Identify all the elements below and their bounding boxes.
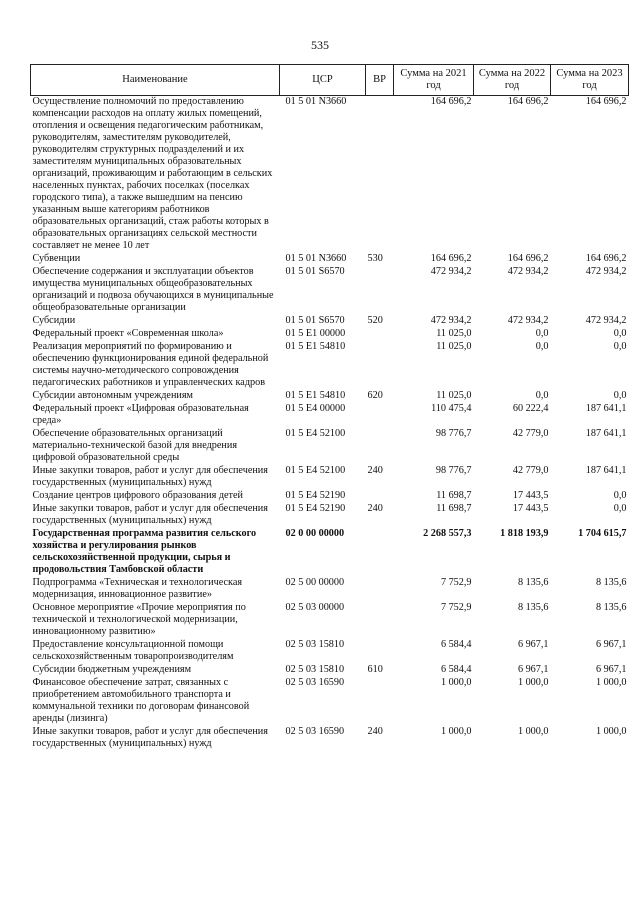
cell-csr: 01 5 E4 00000 [285, 403, 346, 414]
cell-vr [366, 490, 394, 503]
cell-csr: 02 5 03 15810 [285, 639, 345, 650]
cell-sum-2023: 164 696,2 [585, 253, 627, 264]
cell-csr: 01 5 01 N3660 [285, 253, 347, 264]
cell-name: Финансовое обеспечение затрат, связанных с приобретением автомобильного транспорта и коммунальной техники по договорам финансовой аренды (лизинга) [32, 677, 250, 724]
cell-name: Иные закупки товаров, работ и услуг для обеспечения государственных (муниципальных) нужд [32, 726, 268, 749]
cell-sum-2021: 2 268 557,3 [423, 528, 472, 539]
cell-vr [366, 428, 394, 465]
cell-sum-2023: 8 135,6 [595, 602, 627, 613]
cell-vr [366, 403, 394, 428]
cell-sum-2021: 6 584,4 [440, 639, 472, 650]
cell-sum-2022: 42 779,0 [512, 465, 549, 476]
cell-vr: 520 [367, 315, 383, 326]
cell-sum-2021: 110 475,4 [431, 403, 472, 414]
cell-vr [366, 602, 394, 639]
cell-sum-2023: 0,0 [613, 490, 627, 501]
cell-name: Предоставление консультационной помощи сельскохозяйственным товаропроизводителям [32, 639, 234, 662]
cell-vr: 530 [367, 253, 383, 264]
cell-sum-2022: 164 696,2 [507, 96, 549, 107]
cell-sum-2023: 472 934,2 [585, 315, 627, 326]
table-row [31, 503, 629, 528]
cell-sum-2022: 0,0 [535, 341, 549, 352]
page-number: 535 [311, 38, 329, 52]
table-row [31, 266, 629, 315]
cell-sum-2021: 7 752,9 [440, 602, 472, 613]
cell-name: Осуществление полномочий по предоставлению компенсации расходов на оплату жилых помещений, отопления и освещения педагогическим работникам, руководителям, заместителям руководителей, руководителям структурных подразделений и их заместителям муниципальных образовательных организаций, проживающим и работающим в сельских населенных пунктах, рабочих поселках (поселках городского типа), а также вышедшим на пенсию указанным выше категориям работников образовательных организаций, стаж работы которых в образовательных организациях сельской местности составляет не менее 10 лет [32, 96, 273, 251]
cell-sum-2023: 0,0 [613, 390, 627, 401]
cell-vr [366, 341, 394, 390]
cell-sum-2022: 8 135,6 [517, 577, 549, 588]
cell-sum-2022: 6 967,1 [517, 664, 549, 675]
cell-csr: 01 5 E4 52190 [285, 503, 346, 514]
cell-sum-2021: 7 752,9 [440, 577, 472, 588]
cell-sum-2022: 0,0 [535, 390, 549, 401]
cell-csr: 01 5 E4 52100 [285, 428, 346, 439]
table-row [31, 528, 629, 577]
cell-vr: 240 [367, 465, 383, 476]
cell-name: Субвенции [32, 253, 81, 264]
cell-sum-2021: 472 934,2 [430, 315, 472, 326]
cell-name: Реализация мероприятий по формированию и обеспечению функционирования единой федеральной системы научно-методического сопровождения педагогических работников и управленческих кадров [32, 341, 269, 388]
table-row [31, 328, 629, 341]
cell-sum-2021: 472 934,2 [430, 266, 472, 277]
header-name: Наименование [31, 65, 280, 96]
table-row [31, 664, 629, 677]
table-row [31, 390, 629, 403]
cell-name: Обеспечение содержания и эксплуатации объектов имущества муниципальных общеобразовательных организаций и подвоза обучающихся в муниципальные общеобразовательные организации [32, 266, 274, 313]
cell-sum-2021: 11 025,0 [436, 328, 472, 339]
cell-vr [366, 577, 394, 602]
cell-csr: 01 5 E1 54810 [285, 341, 346, 352]
table-row [31, 726, 629, 751]
cell-name: Федеральный проект «Современная школа» [32, 328, 224, 339]
cell-csr: 02 5 03 16590 [285, 726, 345, 737]
table-row [31, 639, 629, 664]
cell-sum-2022: 1 000,0 [517, 726, 549, 737]
table-row [31, 428, 629, 465]
cell-vr [366, 677, 394, 726]
table-row [31, 253, 629, 266]
cell-csr: 01 5 01 S6570 [285, 315, 345, 326]
cell-sum-2021: 11 025,0 [436, 341, 472, 352]
cell-sum-2023: 6 967,1 [595, 664, 627, 675]
cell-name: Подпрограмма «Техническая и технологическая модернизация, инновационное развитие» [32, 577, 243, 600]
cell-name: Создание центров цифрового образования детей [32, 490, 243, 501]
cell-sum-2023: 1 000,0 [595, 677, 627, 688]
cell-sum-2023: 6 967,1 [595, 639, 627, 650]
cell-vr: 610 [367, 664, 383, 675]
cell-csr: 01 5 E1 54810 [285, 390, 346, 401]
cell-sum-2022: 1 818 193,9 [500, 528, 549, 539]
cell-sum-2023: 0,0 [613, 328, 627, 339]
cell-sum-2022: 42 779,0 [512, 428, 549, 439]
table-row [31, 577, 629, 602]
cell-vr: 240 [367, 503, 383, 514]
header-vr: ВР [366, 65, 394, 96]
cell-sum-2021: 11 025,0 [436, 390, 472, 401]
cell-csr: 01 5 01 S6570 [285, 266, 345, 277]
cell-csr: 02 0 00 00000 [285, 528, 345, 539]
table-body [31, 96, 629, 752]
cell-csr: 02 5 00 00000 [285, 577, 345, 588]
cell-sum-2022: 17 443,5 [512, 503, 549, 514]
cell-vr [366, 96, 394, 254]
cell-sum-2022: 164 696,2 [507, 253, 549, 264]
cell-sum-2021: 1 000,0 [440, 726, 472, 737]
cell-sum-2021: 1 000,0 [440, 677, 472, 688]
cell-sum-2023: 0,0 [613, 503, 627, 514]
cell-csr: 02 5 03 16590 [285, 677, 345, 688]
cell-name: Субсидии [32, 315, 76, 326]
cell-name: Иные закупки товаров, работ и услуг для обеспечения государственных (муниципальных) нужд [32, 465, 268, 488]
cell-sum-2021: 98 776,7 [435, 428, 472, 439]
table-row [31, 341, 629, 390]
cell-name: Иные закупки товаров, работ и услуг для обеспечения государственных (муниципальных) нужд [32, 503, 268, 526]
cell-sum-2022: 17 443,5 [512, 490, 549, 501]
cell-sum-2023: 164 696,2 [585, 96, 627, 107]
cell-vr: 620 [367, 390, 383, 401]
cell-sum-2021: 6 584,4 [440, 664, 472, 675]
cell-csr: 01 5 E4 52100 [285, 465, 346, 476]
cell-sum-2023: 1 000,0 [595, 726, 627, 737]
cell-sum-2023: 187 641,1 [585, 403, 627, 414]
cell-sum-2022: 6 967,1 [517, 639, 549, 650]
cell-sum-2022: 60 222,4 [512, 403, 549, 414]
cell-sum-2022: 8 135,6 [517, 602, 549, 613]
header-sum-2021: Сумма на 2021 год [394, 65, 474, 96]
cell-sum-2023: 187 641,1 [585, 465, 627, 476]
cell-sum-2021: 98 776,7 [435, 465, 472, 476]
cell-sum-2023: 1 704 615,7 [578, 528, 627, 539]
cell-name: Субсидии автономным учреждениям [32, 390, 193, 401]
cell-vr [366, 328, 394, 341]
table-row [31, 602, 629, 639]
cell-sum-2022: 472 934,2 [507, 315, 549, 326]
header-sum-2023: Сумма на 2023 год [551, 65, 629, 96]
cell-sum-2021: 11 698,7 [436, 490, 472, 501]
cell-csr: 02 5 03 00000 [285, 602, 345, 613]
cell-name: Субсидии бюджетным учреждениям [32, 664, 192, 675]
cell-sum-2023: 8 135,6 [595, 577, 627, 588]
cell-vr [366, 266, 394, 315]
table-row [31, 677, 629, 726]
cell-sum-2021: 164 696,2 [430, 253, 472, 264]
cell-sum-2023: 472 934,2 [585, 266, 627, 277]
cell-sum-2022: 1 000,0 [517, 677, 549, 688]
cell-vr [366, 639, 394, 664]
cell-vr [366, 528, 394, 577]
cell-name: Основное мероприятие «Прочие мероприятия по технической и технологической модернизации, инновационному развитию» [32, 602, 246, 637]
cell-sum-2023: 0,0 [613, 341, 627, 352]
cell-csr: 01 5 E1 00000 [285, 328, 346, 339]
table-row [31, 465, 629, 490]
cell-sum-2021: 164 696,2 [430, 96, 472, 107]
cell-name: Государственная программа развития сельского хозяйства и регулирования рынков сельскохозяйственной продукции, сырья и продовольствия Тамбовской области [32, 528, 257, 575]
cell-csr: 01 5 01 N3660 [285, 96, 347, 107]
cell-csr: 02 5 03 15810 [285, 664, 345, 675]
cell-csr: 01 5 E4 52190 [285, 490, 346, 501]
table-row [31, 315, 629, 328]
header-sum-2022: Сумма на 2022 год [474, 65, 551, 96]
table-row [31, 403, 629, 428]
cell-sum-2022: 0,0 [535, 328, 549, 339]
cell-name: Федеральный проект «Цифровая образовательная среда» [32, 403, 249, 426]
table-header [31, 65, 629, 96]
cell-sum-2021: 11 698,7 [436, 503, 472, 514]
cell-name: Обеспечение образовательных организаций материально-технической базой для внедрения цифровой образовательной среды [32, 428, 238, 463]
cell-sum-2023: 187 641,1 [585, 428, 627, 439]
table-row [31, 490, 629, 503]
cell-sum-2022: 472 934,2 [507, 266, 549, 277]
table-row [31, 96, 629, 254]
header-csr: ЦСР [280, 65, 366, 96]
cell-vr: 240 [367, 726, 383, 737]
budget-table [30, 64, 629, 751]
